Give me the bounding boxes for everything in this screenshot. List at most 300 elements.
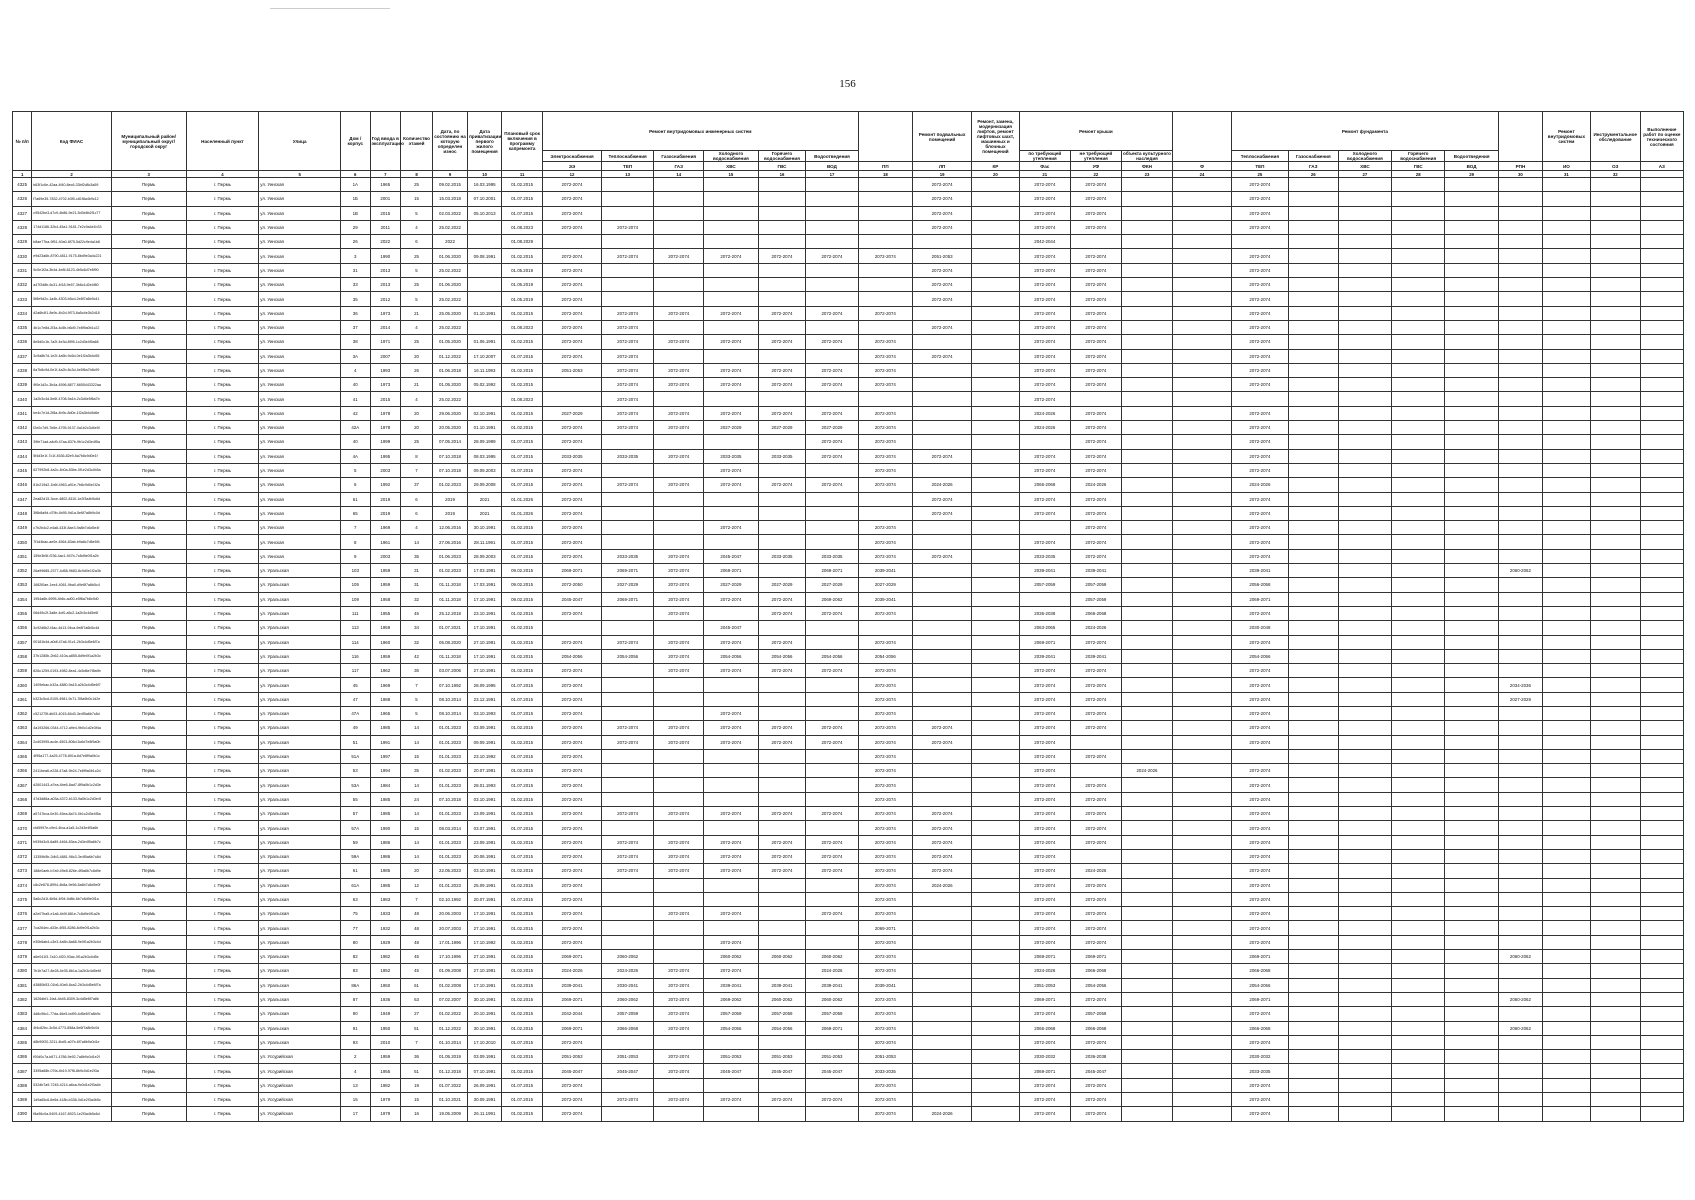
table-cell <box>1543 621 1591 635</box>
table-cell: г. Пермь <box>186 921 259 935</box>
table-cell <box>758 706 806 720</box>
table-cell: 2072-2074 <box>1232 1107 1289 1121</box>
header-code-cell: КР <box>972 162 1020 171</box>
table-cell: 2072-2074 <box>654 406 704 420</box>
table-cell <box>972 206 1020 220</box>
table-cell: г. Пермь <box>186 506 259 520</box>
table-cell <box>758 278 806 292</box>
table-cell: 2072-2074 <box>806 478 858 492</box>
table-cell: 2072-2074 <box>858 935 912 949</box>
table-cell: Пермь <box>111 878 186 892</box>
table-cell <box>972 192 1020 206</box>
table-cell: ул. Уральская <box>259 692 341 706</box>
table-cell: 4353 <box>13 578 32 592</box>
table-cell: 2054-2056 <box>602 649 654 663</box>
table-cell: 4350 <box>13 535 32 549</box>
table-cell: 2069-2071 <box>1070 950 1121 964</box>
table-cell <box>758 435 806 449</box>
table-cell: 2072-2074 <box>543 878 602 892</box>
table-cell: 4332 <box>13 278 32 292</box>
table-cell <box>1173 178 1232 192</box>
table-cell <box>913 621 972 635</box>
table-cell <box>1640 378 1683 392</box>
table-cell: г. Пермь <box>186 235 259 249</box>
table-cell <box>1392 1050 1445 1064</box>
table-cell <box>972 249 1020 263</box>
table-cell: 2072-2074 <box>1232 706 1289 720</box>
table-cell: 2072-2074 <box>543 849 602 863</box>
table-cell: 4А <box>341 449 371 463</box>
table-cell <box>1338 463 1391 477</box>
table-cell <box>913 235 972 249</box>
table-cell <box>858 263 912 277</box>
table-cell <box>758 263 806 277</box>
table-cell: 40 <box>341 378 371 392</box>
table-cell: 45 <box>341 678 371 692</box>
table-row <box>13 178 1684 192</box>
table-row <box>13 992 1684 1006</box>
table-cell <box>1338 1035 1391 1049</box>
table-cell: 53А <box>341 778 371 792</box>
table-cell: 14 <box>401 835 433 849</box>
table-cell <box>1590 864 1640 878</box>
table-cell: 01.02.2015 <box>502 964 543 978</box>
table-cell <box>1640 706 1683 720</box>
table-cell <box>1121 735 1172 749</box>
table-cell: ул. Уральская <box>259 635 341 649</box>
table-cell <box>1590 907 1640 921</box>
table-cell <box>1173 635 1232 649</box>
table-cell: 01.02.2015 <box>502 907 543 921</box>
table-cell: 01.02.2015 <box>502 335 543 349</box>
table-cell: 29.06.2020 <box>432 406 467 420</box>
table-cell: 01.07.2015 <box>502 1093 543 1107</box>
table-cell <box>654 621 704 635</box>
table-cell <box>1288 192 1338 206</box>
table-cell <box>972 1021 1020 1035</box>
table-cell <box>1543 1093 1591 1107</box>
table-cell: 2072-2074 <box>654 635 704 649</box>
table-cell <box>1543 778 1591 792</box>
table-cell: 6a7b8c9d-0e1f-4a2b-8c3d-4e5f6a7b8c99 <box>32 363 111 377</box>
table-cell <box>1121 564 1172 578</box>
table-cell <box>654 492 704 506</box>
table-cell: 5 <box>341 463 371 477</box>
table-cell <box>1445 178 1498 192</box>
table-cell <box>1338 506 1391 520</box>
table-cell: 2072-2074 <box>858 792 912 806</box>
table-cell: 2072-2074 <box>704 521 758 535</box>
table-cell: 15 <box>341 1093 371 1107</box>
table-cell <box>1288 492 1338 506</box>
table-cell <box>1445 335 1498 349</box>
table-cell: 532db7a9-7245-4214-a6ca-9c0d1e2f3a4b <box>32 1078 111 1092</box>
table-cell: 2072-2074 <box>543 463 602 477</box>
table-cell <box>1392 649 1445 663</box>
table-cell: 1979 <box>370 1107 401 1121</box>
table-cell: 87 <box>341 992 371 1006</box>
table-cell <box>1392 749 1445 763</box>
table-cell: 2072-2074 <box>543 506 602 520</box>
table-cell <box>913 950 972 964</box>
table-cell: 2027-2029 <box>704 421 758 435</box>
table-cell: 2066-2068 <box>1232 964 1289 978</box>
table-cell <box>1121 492 1172 506</box>
table-cell: Пермь <box>111 1007 186 1021</box>
table-cell: 2072-2074 <box>1019 692 1070 706</box>
table-cell: 2072-2074 <box>1019 821 1070 835</box>
table-cell: ул. Уинская <box>259 249 341 263</box>
table-cell: 4376 <box>13 907 32 921</box>
header-row-titles <box>13 112 1684 151</box>
table-cell <box>1121 1035 1172 1049</box>
table-cell: 2066-2068 <box>1019 478 1070 492</box>
table-cell: ул. Уральская <box>259 606 341 620</box>
table-cell: 2045-2047 <box>543 1064 602 1078</box>
table-cell <box>1543 235 1591 249</box>
table-cell <box>704 235 758 249</box>
table-cell: 2072-2074 <box>602 635 654 649</box>
table-cell <box>1338 864 1391 878</box>
table-cell: 2072-2074 <box>858 1093 912 1107</box>
table-cell: 4336 <box>13 335 32 349</box>
table-cell <box>1590 463 1640 477</box>
table-cell <box>704 1035 758 1049</box>
table-cell: 2072-2074 <box>858 349 912 363</box>
table-cell <box>972 721 1020 735</box>
table-cell: 2072-2074 <box>1019 392 1070 406</box>
table-cell: 1985 <box>370 878 401 892</box>
table-cell: 2072-2074 <box>1070 1107 1121 1121</box>
table-cell <box>654 749 704 763</box>
table-cell: 1993 <box>370 363 401 377</box>
table-cell <box>1590 721 1640 735</box>
table-cell <box>1338 921 1391 935</box>
table-cell: Пермь <box>111 849 186 863</box>
table-cell <box>1392 363 1445 377</box>
table-cell: 4375 <box>13 892 32 906</box>
table-cell: Пермь <box>111 220 186 234</box>
table-cell: 114 <box>341 635 371 649</box>
table-row <box>13 592 1684 606</box>
table-cell: 2045-2047 <box>1070 1064 1121 1078</box>
table-cell: 2027-2029 <box>602 578 654 592</box>
table-cell: 14 <box>401 721 433 735</box>
column-number-cell: 32 <box>1590 171 1640 178</box>
table-cell: 02.10.1992 <box>432 892 467 906</box>
table-cell <box>1590 621 1640 635</box>
table-cell: 2051-2053 <box>543 363 602 377</box>
table-cell <box>1640 506 1683 520</box>
table-row <box>13 864 1684 878</box>
table-cell <box>1173 363 1232 377</box>
table-cell: 2024-2026 <box>602 964 654 978</box>
table-cell: 2063-2065 <box>1019 621 1070 635</box>
table-cell <box>1392 421 1445 435</box>
table-cell <box>913 907 972 921</box>
table-cell: 42 <box>401 649 433 663</box>
table-cell: 2027-2029 <box>858 578 912 592</box>
table-cell: г. Пермь <box>186 792 259 806</box>
table-cell: cfd5997e-c9e4-4fca-a1a5-1c2d3e4f5a6b <box>32 821 111 835</box>
table-cell: 2072-2074 <box>704 478 758 492</box>
header-cell <box>858 112 912 162</box>
table-cell: 2072-2074 <box>1019 535 1070 549</box>
table-cell <box>1121 649 1172 663</box>
table-cell <box>1640 664 1683 678</box>
table-cell <box>758 1078 806 1092</box>
table-cell: 2072-2074 <box>1070 992 1121 1006</box>
table-cell: ул. Уральская <box>259 578 341 592</box>
table-cell: 6 <box>401 492 433 506</box>
table-cell: d8b90f20-3211-4bd5-a07b-6f7a8b9c0d1e <box>32 1035 111 1049</box>
table-cell <box>1173 1093 1232 1107</box>
table-cell: 17.01.1996 <box>432 935 467 949</box>
table-cell: 2072-2074 <box>913 735 972 749</box>
column-number-cell: 19 <box>913 171 972 178</box>
table-cell <box>1498 421 1542 435</box>
table-cell: 2072-2050 <box>543 578 602 592</box>
table-cell: 01.08.2023 <box>502 392 543 406</box>
table-cell: 2072-2074 <box>654 578 704 592</box>
table-cell: Пермь <box>111 578 186 592</box>
table-cell: 01.07.2015 <box>502 821 543 835</box>
table-cell: 01.07.2021 <box>432 621 467 635</box>
table-cell: 2072-2074 <box>858 435 912 449</box>
table-cell: 4 <box>341 1064 371 1078</box>
table-cell: 2072-2074 <box>654 478 704 492</box>
table-cell <box>1121 849 1172 863</box>
column-number-cell: 18 <box>858 171 912 178</box>
table-cell: 2072-2074 <box>1019 721 1070 735</box>
table-cell <box>704 792 758 806</box>
table-cell <box>704 692 758 706</box>
table-cell: г. Пермь <box>186 335 259 349</box>
table-cell: 01.07.2015 <box>502 435 543 449</box>
table-cell <box>758 921 806 935</box>
table-cell <box>543 621 602 635</box>
table-cell: 2066-2068 <box>1019 1021 1070 1035</box>
table-cell: 1969 <box>370 521 401 535</box>
table-cell <box>1288 549 1338 563</box>
table-cell: Пермь <box>111 735 186 749</box>
table-cell <box>1543 521 1591 535</box>
table-cell: 2042-2044 <box>1019 235 1070 249</box>
table-cell <box>1070 764 1121 778</box>
table-cell: 2045-2047 <box>602 1064 654 1078</box>
table-cell: 103 <box>341 564 371 578</box>
table-cell: 2057-2059 <box>602 1007 654 1021</box>
table-cell: 2024-2026 <box>1019 406 1070 420</box>
table-cell: 4335 <box>13 320 32 334</box>
table-cell: 03.10.1991 <box>468 792 502 806</box>
table-cell <box>602 492 654 506</box>
table-cell <box>758 907 806 921</box>
table-cell <box>1640 206 1683 220</box>
table-cell: Пермь <box>111 178 186 192</box>
table-cell <box>1392 1093 1445 1107</box>
table-cell <box>1392 292 1445 306</box>
table-cell <box>1121 864 1172 878</box>
table-cell: 2072-2074 <box>602 835 654 849</box>
table-cell <box>1173 721 1232 735</box>
table-cell <box>1392 392 1445 406</box>
table-cell <box>913 435 972 449</box>
table-cell: 2072-2074 <box>1019 206 1070 220</box>
table-cell: be4c7e1d-2f8a-4b9c-8d0e-1f2a3b4c5d6e <box>32 406 111 420</box>
table-cell: Пермь <box>111 192 186 206</box>
table-cell <box>1173 764 1232 778</box>
table-cell <box>858 235 912 249</box>
table-cell: 2057-2059 <box>1019 578 1070 592</box>
table-cell <box>704 192 758 206</box>
table-row <box>13 206 1684 220</box>
table-cell <box>1288 706 1338 720</box>
table-cell: 4377 <box>13 921 32 935</box>
column-number-cell: 24 <box>1173 171 1232 178</box>
table-cell: 07.05.2014 <box>432 435 467 449</box>
table-cell: 1965 <box>370 178 401 192</box>
header-code-cell: ПП <box>858 162 912 171</box>
table-cell: 2072-2074 <box>1070 935 1121 949</box>
table-cell: 14 <box>401 735 433 749</box>
table-cell: 2072-2074 <box>858 692 912 706</box>
table-cell <box>913 535 972 549</box>
table-cell: 2072-2074 <box>654 664 704 678</box>
table-cell: 01.02.2015 <box>502 950 543 964</box>
table-cell: 2072-2074 <box>543 1078 602 1092</box>
table-cell: 28.01.1993 <box>468 778 502 792</box>
table-cell <box>1445 935 1498 949</box>
table-cell: 5a6c2d1f-4b5d-4f94-9d8b-6b7c8d9e0f1a <box>32 892 111 906</box>
table-cell: 4384 <box>13 1021 32 1035</box>
table-cell: 01.01.2026 <box>502 492 543 506</box>
table-cell: 20 <box>401 406 433 420</box>
table-cell <box>602 821 654 835</box>
table-cell: b63f1c6e-42aa-4f40-8ec6-33bf2d8c3a59 <box>32 178 111 192</box>
table-cell <box>1445 421 1498 435</box>
table-cell <box>1338 1007 1391 1021</box>
header-code-cell: ИО <box>1543 162 1591 171</box>
table-row <box>13 892 1684 906</box>
table-cell: 2072-2074 <box>704 1093 758 1107</box>
table-cell: Пермь <box>111 1050 186 1064</box>
table-cell: 2072-2074 <box>654 249 704 263</box>
table-cell <box>1338 735 1391 749</box>
table-cell <box>1121 892 1172 906</box>
table-cell <box>1640 606 1683 620</box>
table-cell: 2072-2074 <box>1019 864 1070 878</box>
table-cell <box>654 692 704 706</box>
table-cell <box>1640 521 1683 535</box>
table-cell: Пермь <box>111 463 186 477</box>
table-cell: 1959 <box>370 578 401 592</box>
table-cell <box>1445 835 1498 849</box>
table-cell <box>1121 921 1172 935</box>
table-cell: 07.10.2018 <box>432 792 467 806</box>
table-cell: 3c9a8b7d-1e2f-4a5b-9c6d-0e1f2a3b4c55 <box>32 349 111 363</box>
table-cell: 23.09.1991 <box>468 835 502 849</box>
table-cell <box>1590 849 1640 863</box>
table-cell: 01.02.2015 <box>502 878 543 892</box>
table-cell: 2024-2026 <box>913 1107 972 1121</box>
table-cell: 1991 <box>370 735 401 749</box>
table-cell <box>1590 778 1640 792</box>
table-cell: 2072-2074 <box>758 835 806 849</box>
table-cell: ул. Уинская <box>259 192 341 206</box>
table-cell <box>913 678 972 692</box>
table-cell <box>1338 721 1391 735</box>
table-cell <box>704 392 758 406</box>
table-cell: 01.01.2023 <box>432 878 467 892</box>
table-cell: 2019 <box>432 506 467 520</box>
table-cell: г. Пермь <box>186 1050 259 1064</box>
table-cell: 01.11.2018 <box>432 649 467 663</box>
table-cell <box>1590 578 1640 592</box>
table-cell: 2054-2056 <box>858 649 912 663</box>
table-cell <box>1498 1078 1542 1092</box>
table-cell: 1682f0ae-1ee4-4061-9ba0-d9e8f7a6b5c4 <box>32 578 111 592</box>
table-cell: 4a193266-0344-4712-a9e4-9b0c1d2e3f4a <box>32 721 111 735</box>
table-cell <box>913 635 972 649</box>
table-cell <box>602 1035 654 1049</box>
table-cell: ул. Уинская <box>259 278 341 292</box>
table-cell <box>972 1007 1020 1021</box>
table-cell: 2021 <box>468 492 502 506</box>
table-cell <box>1590 950 1640 964</box>
table-cell <box>758 1035 806 1049</box>
table-cell: 2072-2074 <box>602 363 654 377</box>
table-cell <box>1173 807 1232 821</box>
table-cell: ул. Уссурийская <box>259 1050 341 1064</box>
table-cell: 2072-2074 <box>806 606 858 620</box>
table-cell: 17.03.1991 <box>468 578 502 592</box>
table-cell: ул. Уральская <box>259 878 341 892</box>
table-row <box>13 463 1684 477</box>
table-cell: 2072-2074 <box>1019 735 1070 749</box>
table-cell: 2072-2074 <box>1019 849 1070 863</box>
table-cell <box>1173 1078 1232 1092</box>
table-cell: 2072-2074 <box>704 706 758 720</box>
table-cell <box>1288 849 1338 863</box>
column-number-cell: 12 <box>543 171 602 178</box>
table-cell <box>1640 892 1683 906</box>
table-cell: 2072-2074 <box>543 749 602 763</box>
table-cell: 09.09.1991 <box>468 735 502 749</box>
table-cell <box>1590 263 1640 277</box>
table-cell <box>1543 278 1591 292</box>
table-cell: 2072-2074 <box>858 306 912 320</box>
table-cell <box>602 892 654 906</box>
table-cell: 2072-2074 <box>913 349 972 363</box>
table-cell <box>1543 821 1591 835</box>
table-cell <box>1173 1035 1232 1049</box>
table-cell <box>1288 921 1338 935</box>
table-cell: 2072-2074 <box>1070 463 1121 477</box>
table-row <box>13 235 1684 249</box>
table-cell: 2072-2074 <box>602 335 654 349</box>
table-cell <box>1590 678 1640 692</box>
table-cell: 51 <box>401 1064 433 1078</box>
table-cell <box>1173 449 1232 463</box>
table-cell: 2021 <box>468 506 502 520</box>
table-cell <box>1445 506 1498 520</box>
table-cell: 01.08.2023 <box>502 320 543 334</box>
table-cell: 90 <box>341 1007 371 1021</box>
table-cell: c7b2b4c2-e4a8-433f-8ae3-9a8b7c6d5e4f <box>32 521 111 535</box>
table-cell <box>1590 664 1640 678</box>
table-cell <box>1543 992 1591 1006</box>
